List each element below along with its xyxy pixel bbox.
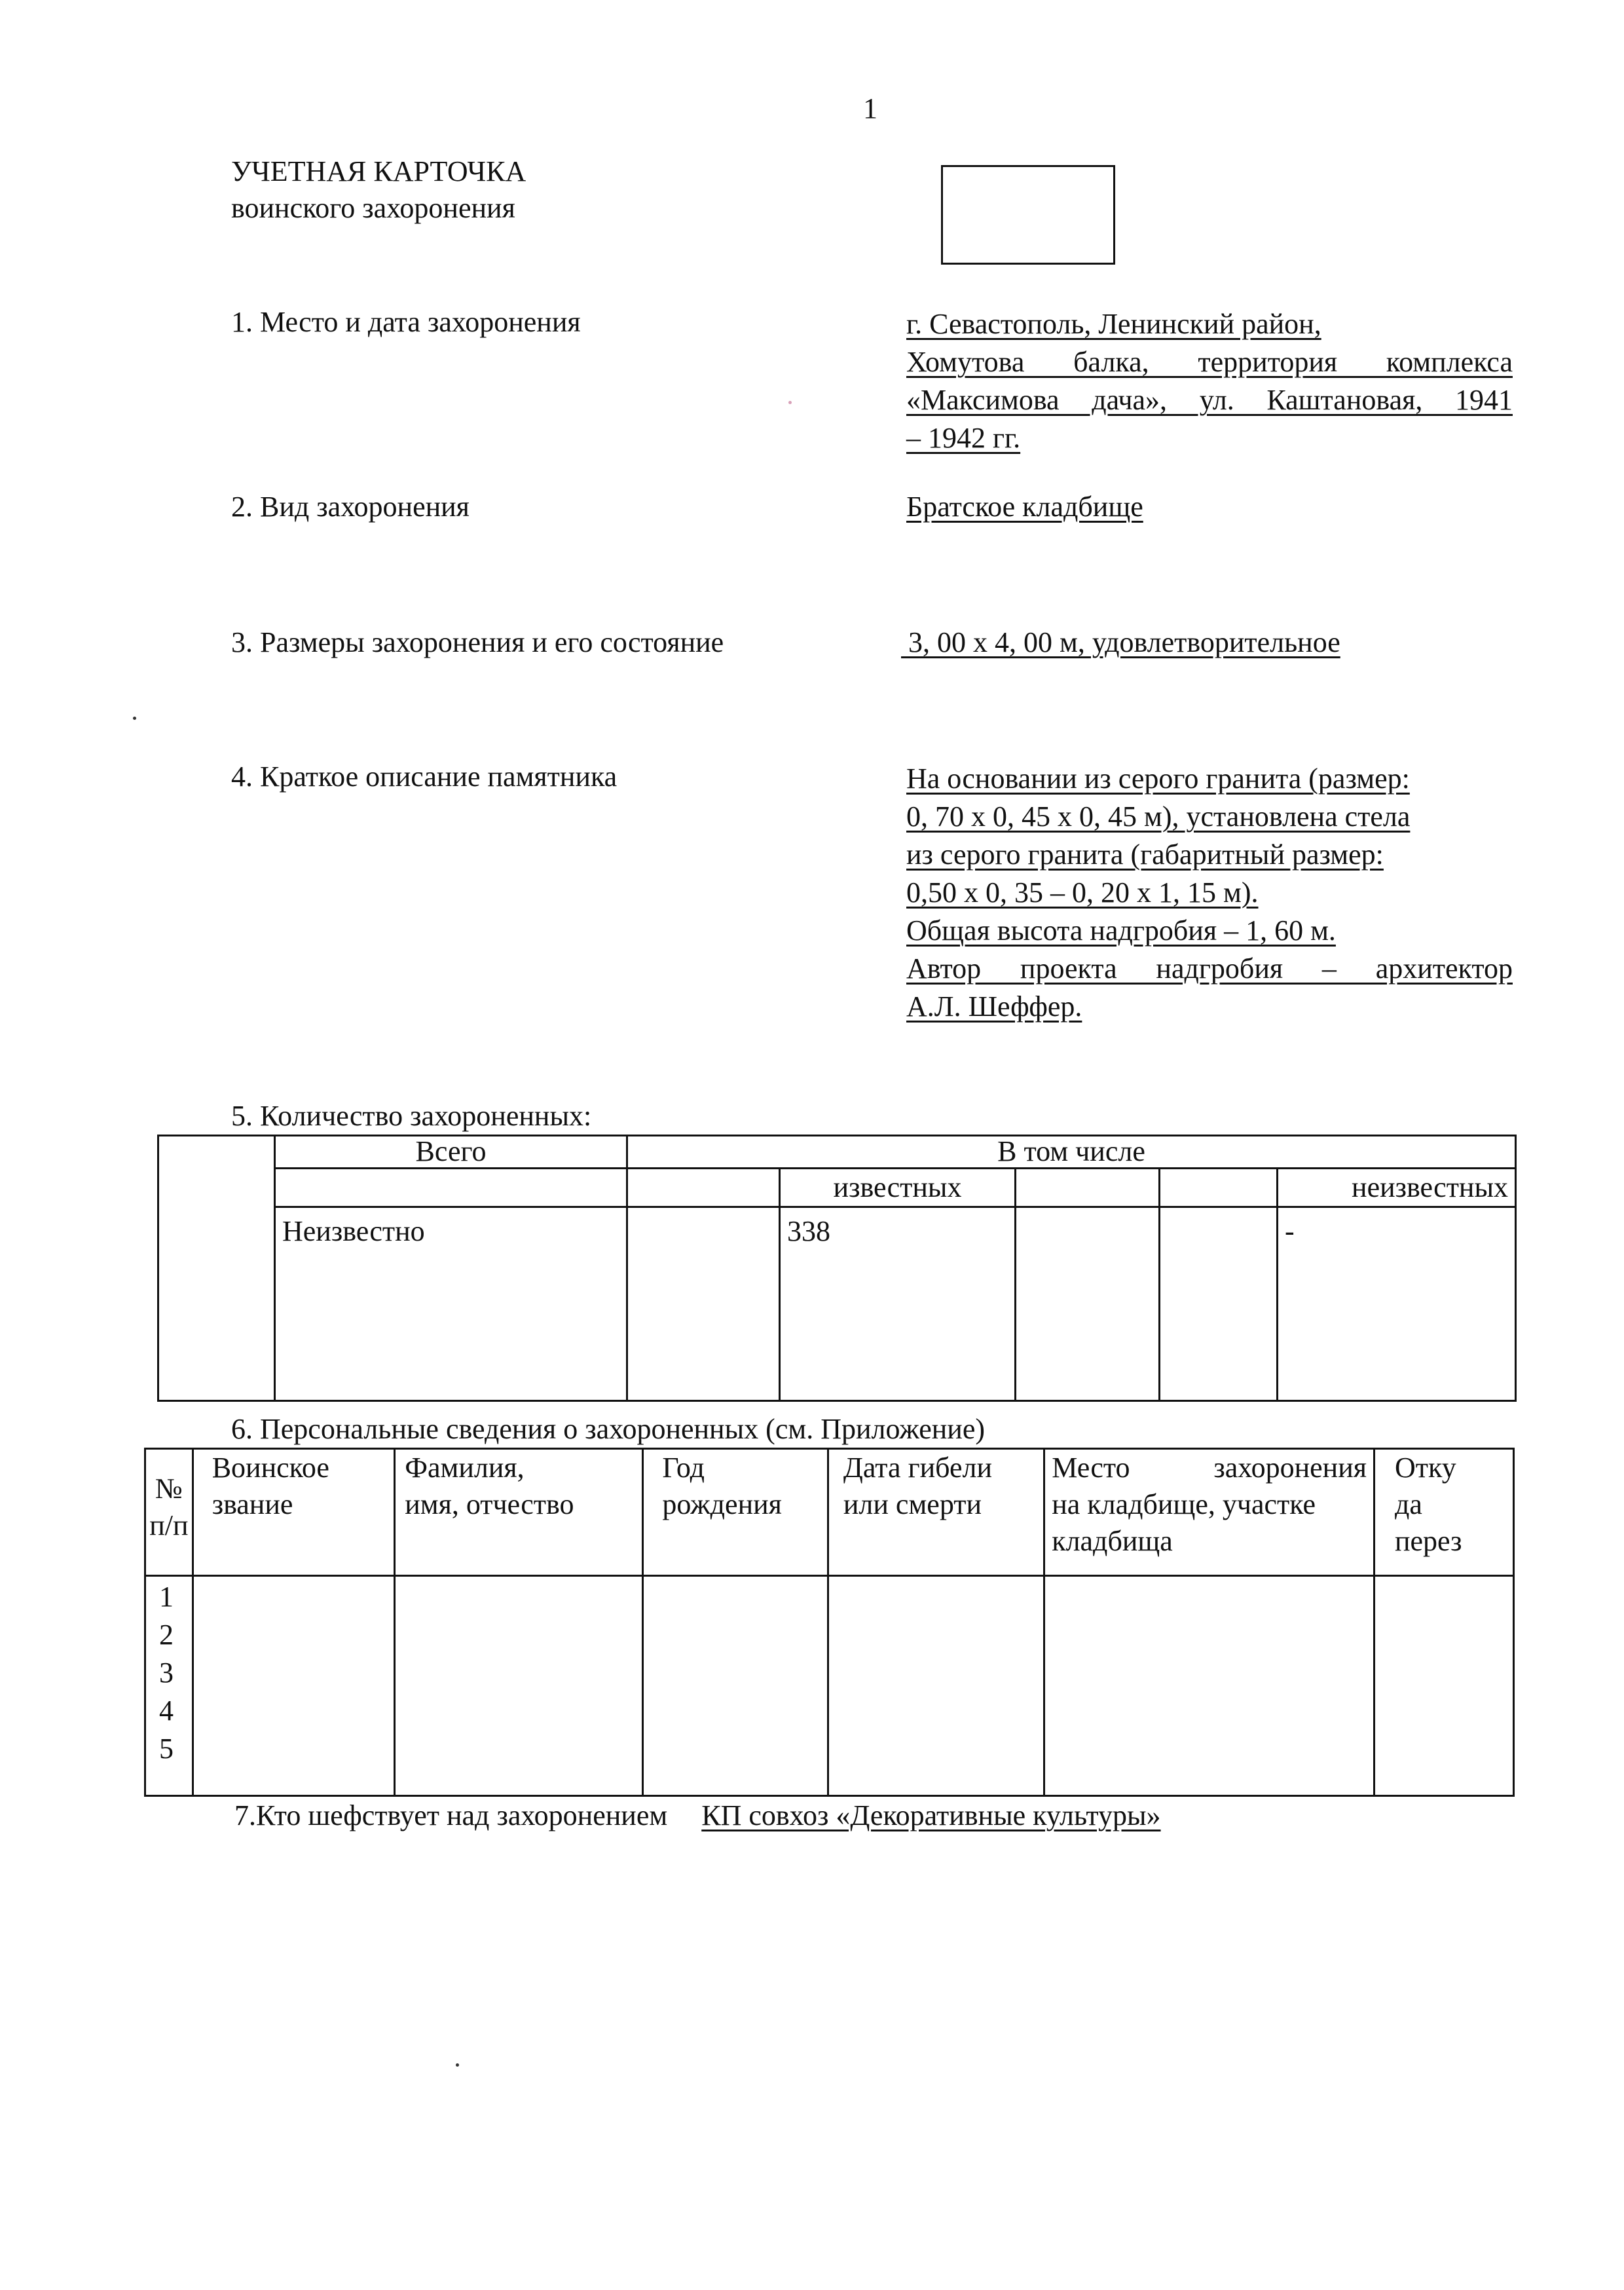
table5-sub-cell-1 (275, 1169, 627, 1207)
field-4-line-3: из серого гранита (габаритный размер: (906, 838, 1384, 871)
table5-total-value: Неизвестно (275, 1207, 627, 1401)
rank-cell (193, 1576, 395, 1796)
table5-header-including: В том числе (627, 1136, 1516, 1169)
col-header-number (145, 1449, 193, 1576)
personal-info-table (144, 1448, 1515, 1797)
table5-data-cell-2 (1016, 1207, 1160, 1401)
death-date-cell (828, 1576, 1044, 1796)
table5-sub-cell-2 (627, 1169, 780, 1207)
col-header-origin-line-2: да (1394, 1488, 1422, 1520)
table5-header-total: Всего (275, 1136, 627, 1169)
row-number-5: 5 (159, 1733, 174, 1765)
table5-blank-cell (158, 1136, 275, 1401)
col-header-rank (193, 1449, 395, 1576)
col-header-burial-place-line-3: кладбища (1052, 1525, 1173, 1557)
field-1-line-2: Хомутова балка, территория комплекса (906, 346, 1513, 378)
col-header-origin-line-1: Отку (1394, 1452, 1456, 1484)
col-header-death-date (828, 1449, 1044, 1576)
card-title: УЧЕТНАЯ КАРТОЧКА (231, 155, 526, 187)
birth-year-cell (643, 1576, 828, 1796)
field-1-value (906, 305, 1513, 457)
scan-speck (788, 401, 792, 404)
section-7 (234, 1799, 1161, 1832)
field-4-line-6: Автор проекта надгробия – архитектор (906, 952, 1513, 985)
section-6-title: 6. Персональные сведения о захороненных (см. Приложение) (231, 1413, 986, 1445)
col-header-name-line-1: Фамилия, (405, 1452, 525, 1484)
table5-known-value: 338 (780, 1207, 1016, 1401)
row-number-4: 4 (159, 1695, 174, 1727)
col-header-birth-year-line-2: рождения (662, 1488, 782, 1520)
table5-data-cell-3 (1160, 1207, 1278, 1401)
field-1-label: 1. Место и дата захоронения (231, 306, 581, 338)
table5-header-unknown: неизвестных (1278, 1169, 1516, 1207)
col-header-number-line-1: № (155, 1473, 183, 1505)
table5-unknown-value: - (1278, 1207, 1516, 1401)
field-1-line-4: – 1942 гг. (906, 422, 1021, 454)
field-4-line-5: Общая высота надгробия – 1, 60 м. (906, 914, 1336, 947)
col-header-rank-line-1: Воинское (212, 1452, 329, 1484)
photo-box (941, 165, 1115, 265)
field-4-line-1: На основании из серого гранита (размер: (906, 762, 1410, 795)
col-header-death-date-line-1: Дата гибели (843, 1452, 993, 1484)
col-header-birth-year-line-1: Год (662, 1452, 705, 1484)
card-subtitle: воинского захоронения (231, 192, 515, 224)
section-7-value: КП совхоз «Декоративные культуры» (701, 1799, 1161, 1831)
field-2-label: 2. Вид захоронения (231, 491, 470, 523)
row-number-3: 3 (159, 1657, 174, 1689)
row-numbers-cell (145, 1576, 193, 1796)
col-header-burial-place-line-1: Место захоронения (1052, 1452, 1367, 1484)
table5-sub-cell-3 (1016, 1169, 1160, 1207)
scan-speck (133, 717, 136, 720)
burial-count-table (157, 1135, 1517, 1402)
field-2-value: Братское кладбище (906, 491, 1143, 523)
col-header-origin (1374, 1449, 1513, 1576)
page-number: 1 (863, 92, 877, 124)
col-header-burial-place (1044, 1449, 1375, 1576)
table5-sub-cell-4 (1160, 1169, 1278, 1207)
field-4-line-2: 0, 70 х 0, 45 х 0, 45 м), установлена стела (906, 800, 1411, 833)
col-header-origin-line-3: перез (1394, 1525, 1462, 1557)
field-4-label: 4. Краткое описание памятника (231, 760, 618, 793)
section-7-label: 7.Кто шефствует над захоронением (234, 1799, 668, 1831)
col-header-name-line-2: имя, отчество (405, 1488, 574, 1520)
row-number-1: 1 (159, 1581, 174, 1613)
field-1-line-1: г. Севастополь, Ленинский район, (906, 308, 1321, 340)
origin-cell (1374, 1576, 1513, 1796)
field-1-line-3: «Максимова дача», ул. Каштановая, 1941 (906, 384, 1513, 416)
col-header-number-line-2: п/п (149, 1509, 189, 1541)
table5-data-cell-1 (627, 1207, 780, 1401)
field-3-value: 3, 00 х 4, 00 м, удовлетворительное (901, 626, 1340, 658)
col-header-rank-line-2: звание (212, 1488, 293, 1520)
scan-speck (456, 2063, 459, 2067)
table5-header-known: известных (780, 1169, 1016, 1207)
field-4-line-7: А.Л. Шеффер. (906, 990, 1082, 1023)
col-header-name (395, 1449, 643, 1576)
field-3-label: 3. Размеры захоронения и его состояние (231, 626, 724, 658)
col-header-birth-year (643, 1449, 828, 1576)
field-4-value (906, 760, 1513, 1026)
col-header-death-date-line-2: или смерти (843, 1488, 982, 1520)
section-5-title: 5. Количество захороненных: (231, 1100, 592, 1132)
row-number-2: 2 (159, 1619, 174, 1651)
col-header-burial-place-line-2: на кладбище, участке (1052, 1488, 1316, 1520)
name-cell (395, 1576, 643, 1796)
field-4-line-4: 0,50 х 0, 35 – 0, 20 х 1, 15 м). (906, 876, 1259, 909)
burial-place-cell (1044, 1576, 1375, 1796)
